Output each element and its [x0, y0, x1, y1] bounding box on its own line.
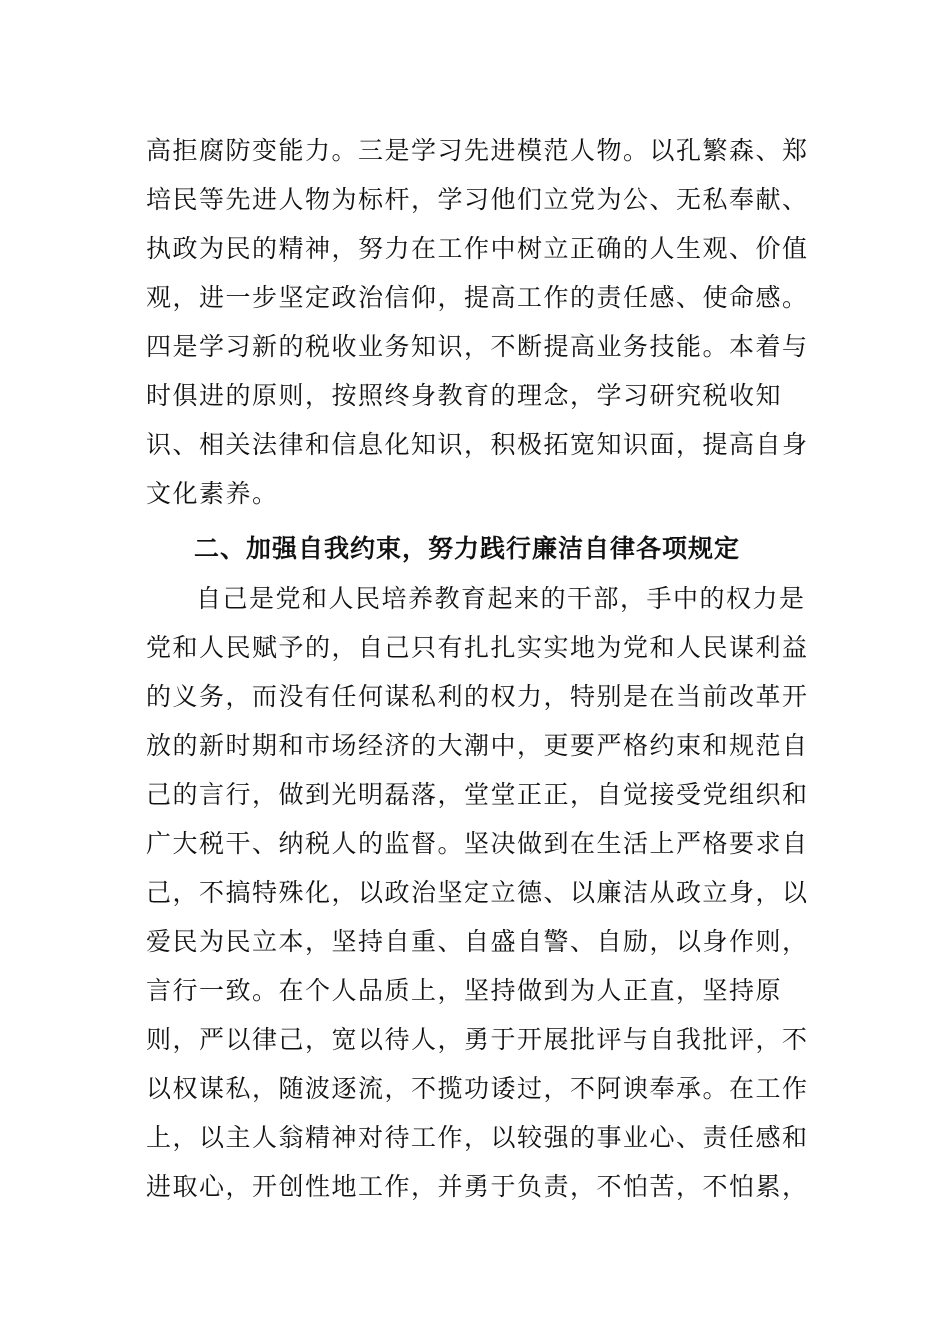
body-text-line: 放的新时期和市场经济的大潮中，更要严格约束和规范自 — [146, 731, 809, 760]
body-text-line: 党和人民赋予的，自己只有扎扎实实地为党和人民谋利益 — [146, 633, 809, 662]
body-text-line: 培民等先进人物为标杆，学习他们立党为公、无私奉献、 — [146, 185, 809, 214]
body-text-line: 观，进一步坚定政治信仰，提高工作的责任感、使命感。 — [146, 283, 809, 312]
paragraph-first-line: 自己是党和人民培养教育起来的干部，手中的权力是 — [196, 584, 806, 613]
body-text-line: 以权谋私，随波逐流，不揽功诿过，不阿谀奉承。在工作 — [146, 1074, 809, 1103]
body-text-line: 广大税干、纳税人的监督。坚决做到在生活上严格要求自 — [146, 829, 809, 858]
body-text-line: 时俱进的原则，按照终身教育的理念，学习研究税收知 — [146, 381, 783, 410]
body-text-line: 则，严以律己，宽以待人，勇于开展批评与自我批评，不 — [146, 1025, 809, 1054]
section-heading: 二、加强自我约束，努力践行廉洁自律各项规定 — [194, 534, 741, 563]
body-text-line: 己，不搞特殊化，以政治坚定立德、以廉洁从政立身，以 — [146, 878, 809, 907]
body-text-line: 的义务，而没有任何谋私利的权力，特别是在当前改革开 — [146, 682, 809, 711]
body-text-line: 己的言行，做到光明磊落，堂堂正正，自觉接受党组织和 — [146, 780, 809, 809]
body-text-line: 文化素养。 — [146, 479, 279, 508]
body-text-line: 上，以主人翁精神对待工作，以较强的事业心、责任感和 — [146, 1123, 809, 1152]
body-text-line: 执政为民的精神，努力在工作中树立正确的人生观、价值 — [146, 234, 809, 263]
body-text-line: 爱民为民立本，坚持自重、自盛自警、自励，以身作则， — [146, 927, 809, 956]
body-text-line: 高拒腐防变能力。三是学习先进模范人物。以孔繁森、郑 — [146, 136, 809, 165]
body-text-line: 识、相关法律和信息化知识，积极拓宽知识面，提高自身 — [146, 430, 809, 459]
body-text-line: 言行一致。在个人品质上，坚持做到为人正直，坚持原 — [146, 976, 783, 1005]
body-text-line: 四是学习新的税收业务知识，不断提高业务技能。本着与 — [146, 332, 809, 361]
body-text-line: 进取心，开创性地工作，并勇于负责，不怕苦，不怕累， — [146, 1172, 809, 1201]
